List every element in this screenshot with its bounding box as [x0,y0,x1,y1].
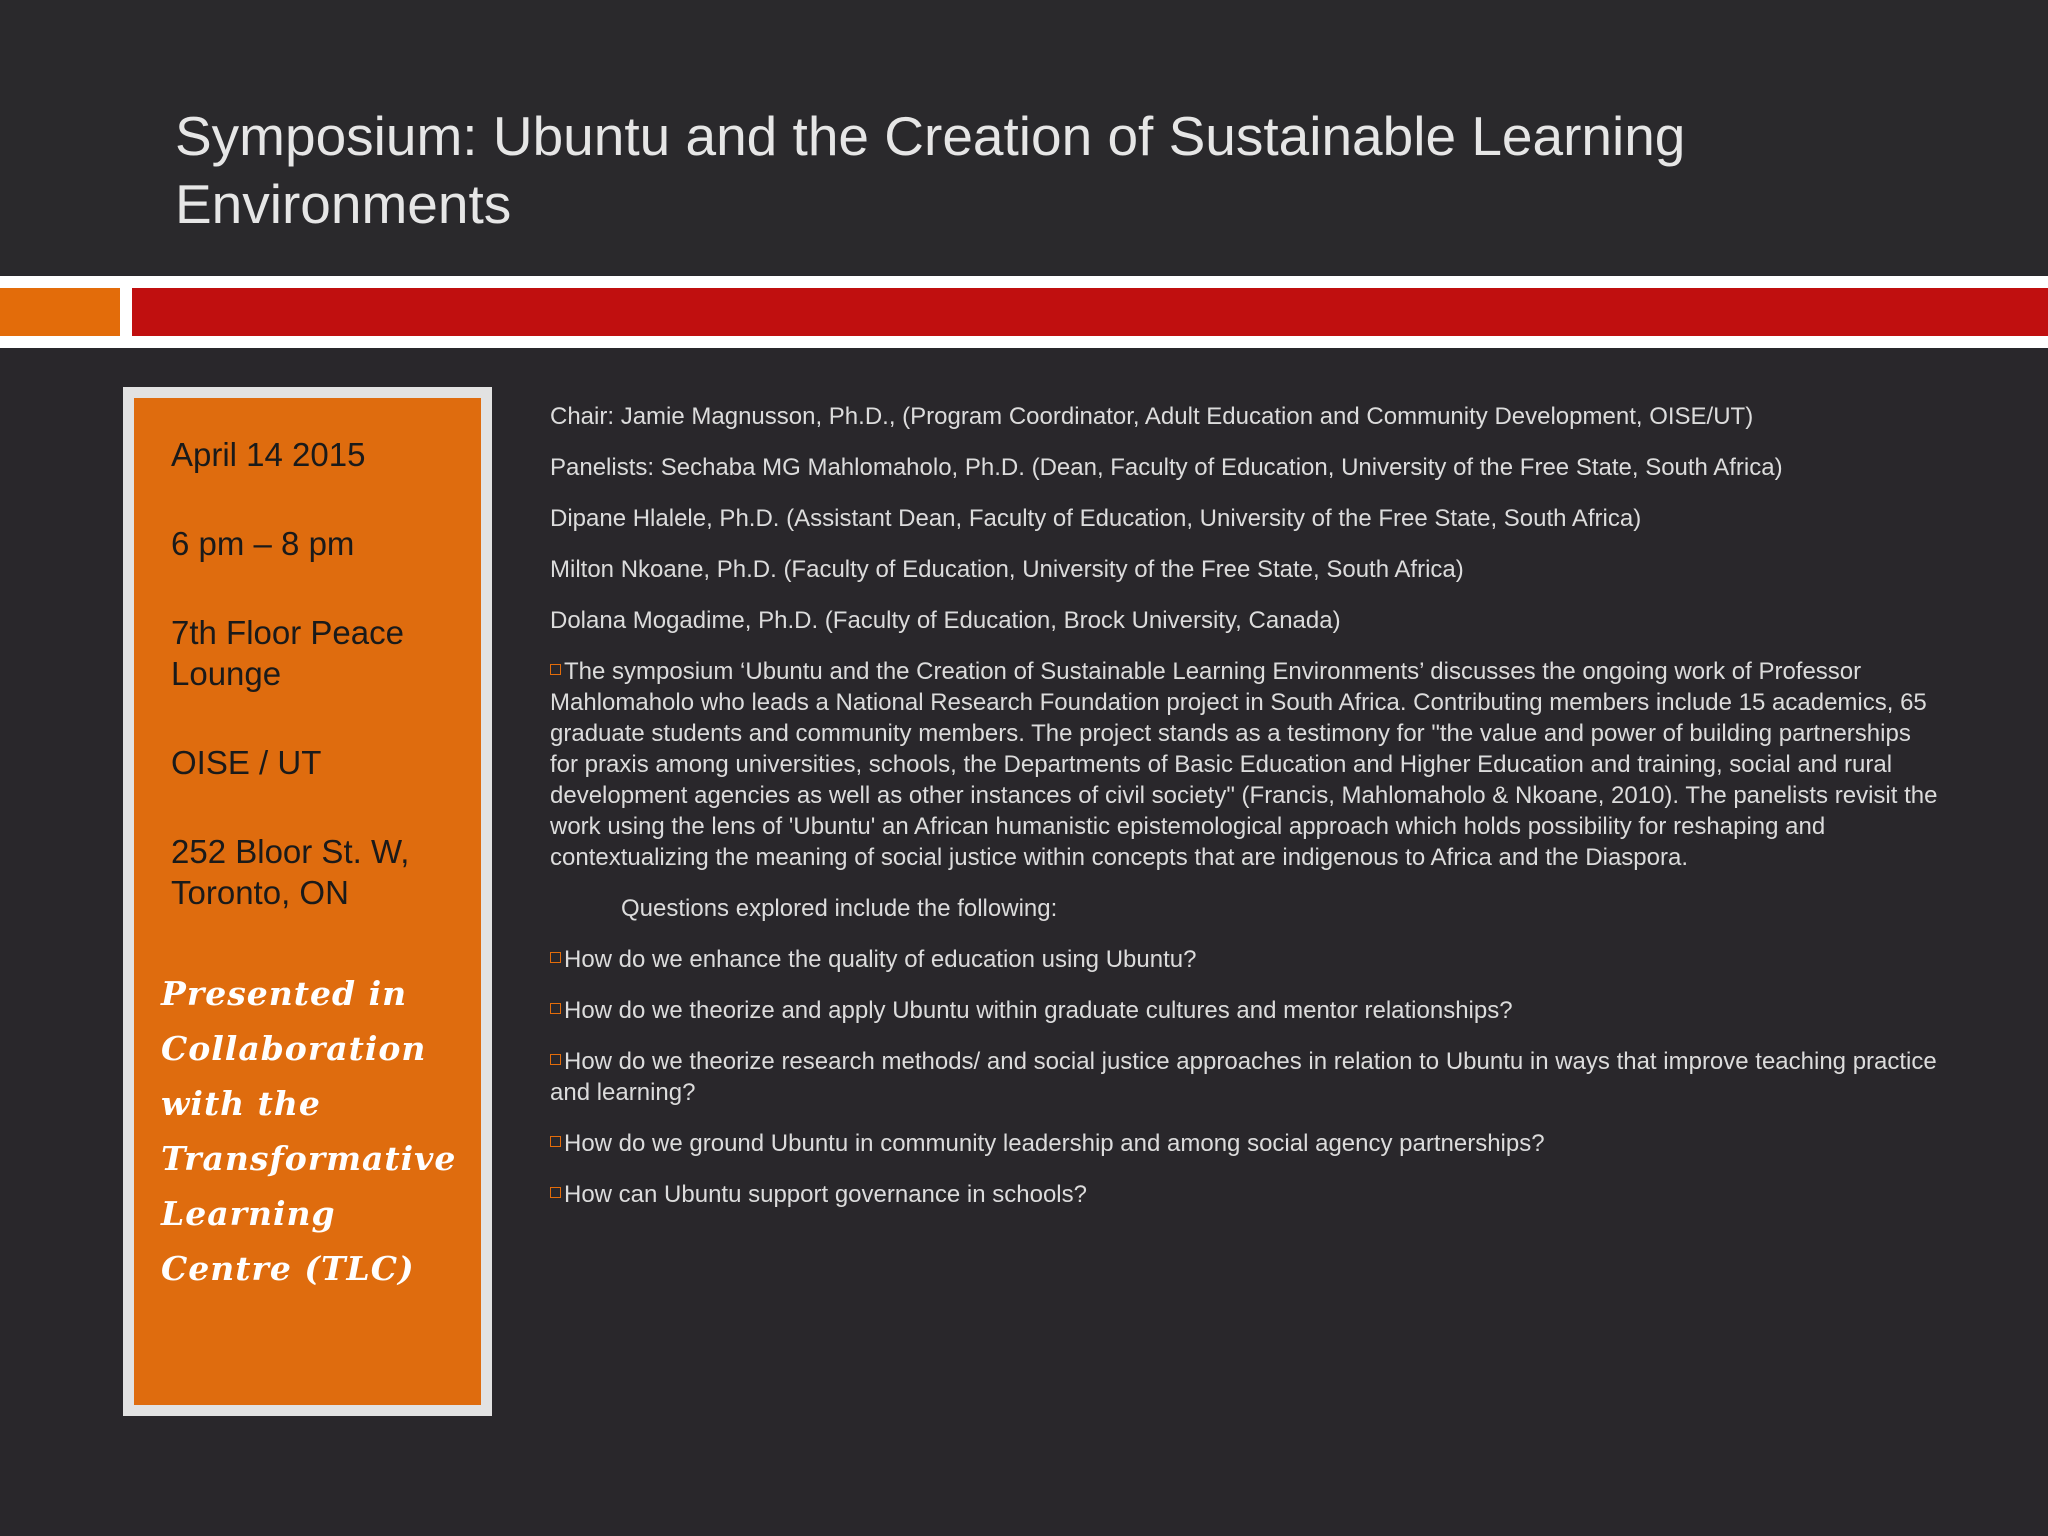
question-item [550,1046,1945,1108]
event-info-panel [134,398,481,1405]
divider-red-bar [132,288,2048,336]
collaboration-note: Presented in Collaboration with the Transformative Learning Centre (TLC) [161,974,457,1288]
event-time: 6 pm – 8 pm [171,525,355,562]
square-bullet-icon [550,1003,561,1014]
question-text: How do we enhance the quality of education using Ubuntu? [564,946,1197,973]
event-address: 252 Bloor St. W, Toronto, ON [171,833,410,911]
square-bullet-icon [550,1136,561,1147]
slide-title: Symposium: Ubuntu and the Creation of Sustainable Learning Environments [175,105,1686,235]
question-text: How do we theorize research methods/ and social justice approaches in relation to Ubuntu in ways that improve teaching practice and learning? [550,1048,1937,1106]
panelist-line: Dolana Mogadime, Ph.D. (Faculty of Education, Brock University, Canada) [550,607,1341,634]
chair-line: Chair: Jamie Magnusson, Ph.D., (Program Coordinator, Adult Education and Community Development, OISE/UT) [550,403,1754,430]
divider-white-bottom [0,336,2048,348]
symposium-details [550,401,1945,1230]
question-item [550,995,1945,1026]
square-bullet-icon [550,1054,561,1065]
question-item [550,1128,1945,1159]
event-date: April 14 2015 [171,436,366,473]
square-bullet-icon [550,952,561,963]
event-organization: OISE / UT [171,744,322,781]
square-bullet-icon [550,1187,561,1198]
panelist-line: Dipane Hlalele, Ph.D. (Assistant Dean, Faculty of Education, University of the Free State, South Africa) [550,505,1642,532]
event-venue: 7th Floor Peace Lounge [171,614,404,692]
square-bullet-icon [550,664,561,675]
divider-orange-block [0,288,120,336]
divider-gap [120,288,132,336]
question-text: How do we theorize and apply Ubuntu within graduate cultures and mentor relationships? [564,997,1513,1024]
description-text: The symposium ‘Ubuntu and the Creation of Sustainable Learning Environments’ discusses the ongoing work of Professor Mahlomaholo who leads a National Research Foundation project in South Africa. Contributing members include 15 academics, 65 graduate students and community members. The project stands as a testimony for "the value and power of building partnerships for praxis among universities, schools, the Departments of Basic Education and Higher Education and training, social and rural development agencies as well as other instances of civil society" (Francis, Mahlomaholo & Nkoane, 2010). The panelists revisit the work using the lens of 'Ubuntu' an African humanistic epistemological approach which holds possibility for reshaping and contextualizing the meaning of social justice within concepts that are indigenous to Africa and the Diaspora. [550,658,1938,871]
question-item [550,1179,1945,1210]
panelists-line: Panelists: Sechaba MG Mahlomaholo, Ph.D. (Dean, Faculty of Education, University of the Free State, South Africa) [550,454,1783,481]
questions-intro: Questions explored include the following: [621,895,1058,922]
slide-header [0,0,2048,275]
event-info-card [123,387,492,1416]
question-text: How do we ground Ubuntu in community leadership and among social agency partnerships? [564,1130,1545,1157]
panelist-line: Milton Nkoane, Ph.D. (Faculty of Education, University of the Free State, South Africa) [550,556,1464,583]
question-text: How can Ubuntu support governance in schools? [564,1181,1087,1208]
description-paragraph [550,656,1945,873]
divider-white-top [0,276,2048,288]
question-item [550,944,1945,975]
